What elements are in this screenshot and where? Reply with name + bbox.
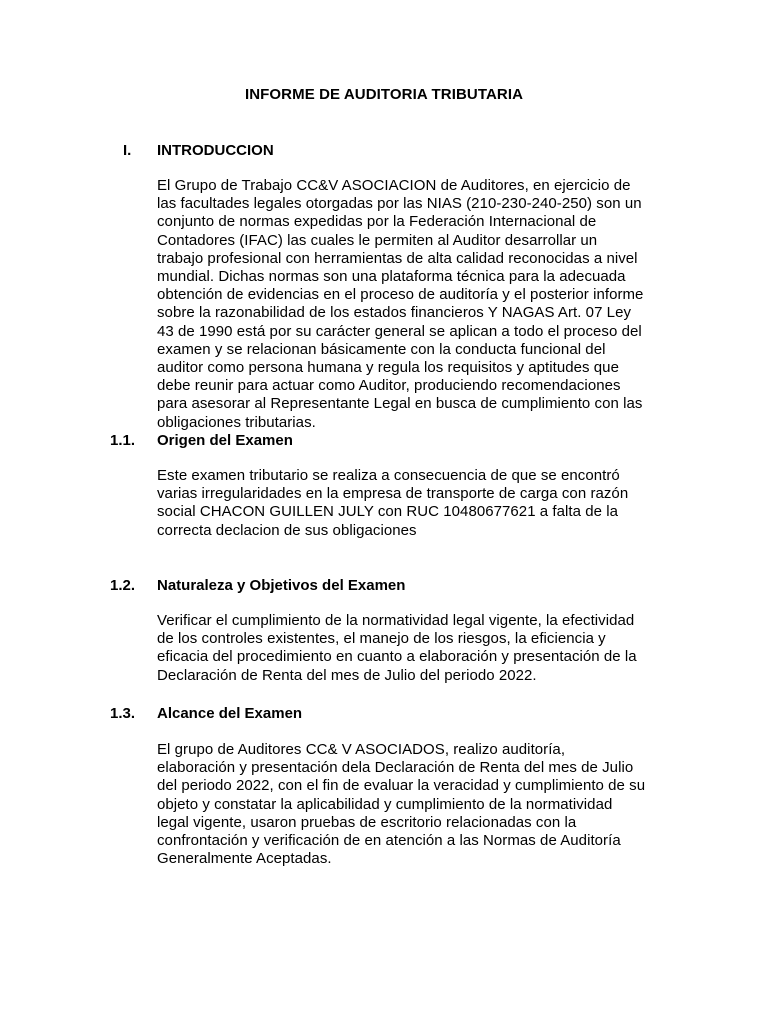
section-paragraph <box>157 741 662 868</box>
section-paragraph <box>157 467 662 540</box>
document-title: INFORME DE AUDITORIA TRIBUTARIA <box>244 86 524 103</box>
paragraph-line: auditor como persona humana y regula los requisitos y aptitudes que <box>157 359 619 377</box>
paragraph-line: eficacia del procedimiento en cuanto a elaboración y presentación de la <box>157 648 637 666</box>
paragraph-line: debe reunir para actuar como Auditor, produciendo recomendaciones <box>157 377 621 395</box>
paragraph-line: las facultades legales otorgadas por las NIAS (210-230-240-250) son un <box>157 195 642 213</box>
section-number: 1.2. <box>110 577 136 594</box>
section-heading: Origen del Examen <box>157 432 293 449</box>
paragraph-line: examen y se relacionan básicamente con la conducta funcional del <box>157 340 606 358</box>
paragraph-line: del periodo 2022, con el fin de evaluar la veracidad y cumplimiento de su <box>157 777 646 795</box>
paragraph-line: varias irregularidades en la empresa de transporte de carga con razón <box>157 485 629 503</box>
paragraph-line: elaboración y presentación dela Declaración de Renta del mes de Julio <box>157 759 634 777</box>
section-number: 1.1. <box>110 432 136 449</box>
paragraph-line: El grupo de Auditores CC& V ASOCIADOS, realizo auditoría, <box>157 741 566 758</box>
paragraph-line: Este examen tributario se realiza a consecuencia de que se encontró <box>157 467 620 484</box>
paragraph-line: de los controles existentes, el manejo de los riesgos, la eficiencia y <box>157 630 606 648</box>
paragraph-line: El Grupo de Trabajo CC&V ASOCIACION de Auditores, en ejercicio de <box>157 177 631 194</box>
section-number: I. <box>123 142 132 159</box>
paragraph-line: 43 de 1990 está por su carácter general se aplican a todo el proceso del <box>157 322 642 340</box>
section-heading: Naturaleza y Objetivos del Examen <box>157 577 406 594</box>
section-paragraph <box>157 612 662 685</box>
paragraph-line: Generalmente Aceptadas. <box>157 850 332 868</box>
paragraph-line: confrontación y verificación de en atención a las Normas de Auditoría <box>157 832 621 850</box>
section-heading: Alcance del Examen <box>157 705 303 722</box>
paragraph-line: obligaciones tributarias. <box>157 413 316 431</box>
paragraph-line: social CHACON GUILLEN JULY con RUC 10480677621 a falta de la <box>157 503 619 521</box>
paragraph-line: mundial. Dichas normas son una plataforma técnica para la adecuada <box>157 268 626 286</box>
section-number: 1.3. <box>110 705 136 722</box>
paragraph-line: conjunto de normas expedidas por la Federación Internacional de <box>157 213 597 231</box>
paragraph-line: sobre la razonabilidad de los estados financieros Y NAGAS Art. 07 Ley <box>157 304 632 322</box>
paragraph-line: obtención de evidencias en el proceso de auditoría y el posterior informe <box>157 286 644 304</box>
paragraph-line: Contadores (IFAC) las cuales le permiten al Auditor desarrollar un <box>157 231 598 249</box>
paragraph-line: para asesorar al Representante Legal en busca de cumplimiento con las <box>157 395 643 413</box>
paragraph-line: objeto y constatar la aplicabilidad y cumplimiento de la normatividad <box>157 795 613 813</box>
paragraph-line: Verificar el cumplimiento de la normatividad legal vigente, la efectividad <box>157 612 635 629</box>
section-paragraph <box>157 177 662 432</box>
paragraph-line: correcta declacion de sus obligaciones <box>157 521 417 539</box>
paragraph-line: trabajo profesional con herramientas de alta calidad reconocidas a nivel <box>157 249 638 267</box>
paragraph-line: legal vigente, usaron pruebas de escritorio relacionadas con la <box>157 813 577 831</box>
section-heading: INTRODUCCION <box>157 142 274 159</box>
paragraph-line: Declaración de Renta del mes de Julio del periodo 2022. <box>157 666 537 684</box>
